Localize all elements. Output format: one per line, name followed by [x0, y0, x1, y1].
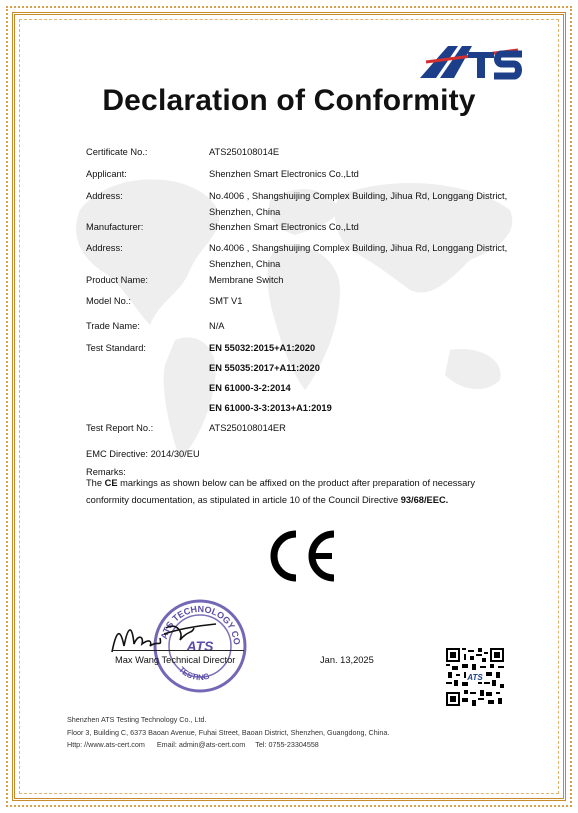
footer-company: Shenzhen ATS Testing Technology Co., Ltd.	[67, 715, 207, 724]
footer-contact	[67, 739, 319, 750]
signature-date: Jan. 13,2025	[320, 655, 374, 665]
applicant-address-line2: Shenzhen, China	[209, 207, 281, 217]
applicant-label: Applicant:	[86, 169, 127, 179]
remarks-line-1: The CE markings as shown below can be affixed on the product after preparation of necessary	[86, 478, 475, 488]
ce-mark-icon	[266, 530, 340, 582]
signature-line	[112, 650, 244, 651]
test-report-label: Test Report No.:	[86, 423, 154, 433]
remarks-line-2: conformity documentation, as stipulated in article 10 of the Council Directive 93/68/EEC.	[86, 495, 449, 505]
manufacturer-address-label: Address:	[86, 243, 123, 253]
model-no-value: SMT V1	[209, 296, 243, 306]
manufacturer-value: Shenzhen Smart Electronics Co.,Ltd	[209, 222, 359, 232]
svg-text:ATS: ATS	[186, 638, 214, 654]
applicant-address-label: Address:	[86, 191, 123, 201]
certificate-no-label: Certificate No.:	[86, 147, 148, 157]
product-name-label: Product Name:	[86, 275, 149, 285]
manufacturer-address-line2: Shenzhen, China	[209, 259, 281, 269]
test-standard-1: EN 55032:2015+A1:2020	[209, 343, 316, 353]
applicant-address-line1: No.4006 , Shangshuijing Complex Building, Jihua Rd, Longgang District,	[209, 191, 508, 201]
certificate-no-value: ATS250108014E	[209, 147, 280, 157]
manufacturer-label: Manufacturer:	[86, 222, 144, 232]
remarks-label: Remarks:	[86, 467, 126, 477]
svg-text:ATS TECHNOLOGY CO.,: ATS TECHNOLOGY CO	[158, 603, 243, 646]
test-standard-2: EN 55035:2017+A11:2020	[209, 363, 320, 373]
trade-name-label: Trade Name:	[86, 321, 140, 331]
trade-name-value: N/A	[209, 321, 225, 331]
emc-directive: EMC Directive: 2014/30/EU	[86, 449, 200, 459]
test-report-value: ATS250108014ER	[209, 423, 286, 433]
document-title: Declaration of Conformity	[102, 84, 476, 117]
test-standard-4: EN 61000-3-3:2013+A1:2019	[209, 403, 332, 413]
footer-web: Http: //www.ats-cert.com	[67, 740, 145, 749]
manufacturer-address-line1: No.4006 , Shangshuijing Complex Building, Jihua Rd, Longgang District,	[209, 243, 508, 253]
svg-text:TESTING: TESTING	[176, 665, 211, 683]
signatory-name-title: Max Wang Technical Director	[115, 655, 236, 665]
test-standard-label: Test Standard:	[86, 343, 146, 353]
test-standard-3: EN 61000-3-2:2014	[209, 383, 291, 393]
product-name-value: Membrane Switch	[209, 275, 284, 285]
qr-code	[446, 648, 504, 706]
qr-logo-label: ATS	[467, 673, 483, 682]
footer-tel: Tel: 0755-23304558	[255, 740, 319, 749]
remarks-directive-ref: 93/68/EEC.	[400, 495, 449, 505]
footer-email: Email: admin@ats-cert.com	[156, 740, 246, 749]
model-no-label: Model No.:	[86, 296, 131, 306]
ats-logo	[418, 42, 526, 80]
remarks-ce-word: CE	[104, 478, 118, 488]
applicant-value: Shenzhen Smart Electronics Co.,Ltd	[209, 169, 359, 179]
footer-address: Floor 3, Building C, 6373 Baoan Avenue, Fuhai Street, Baoan District, Shenzhen, Guangdong, China.	[67, 728, 390, 737]
